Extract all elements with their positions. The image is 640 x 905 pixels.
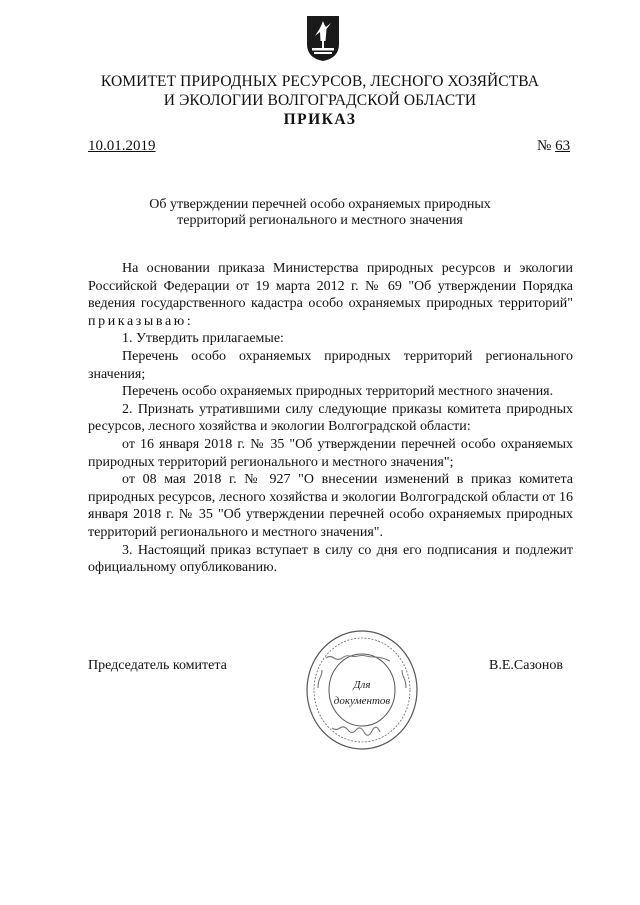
document-type: ПРИКАЗ bbox=[283, 111, 357, 128]
paragraph-item-1: 1. Утвердить прилагаемые: bbox=[122, 331, 284, 347]
paragraph-item-2b: от 08 мая 2018 г. № 927 "О внесении изменений в приказ комитета природных ресурсов, лесного хозяйства и экологии Волгоградской области от 16 января 2018 г. № 35 "Об утверждении перечней особо охраняемых природных территорий регионального и местного значения". bbox=[88, 472, 573, 540]
org-name-line-2: И ЭКОЛОГИИ ВОЛГОГРАДСКОЙ ОБЛАСТИ bbox=[163, 92, 477, 109]
stamp-text-1: Для bbox=[353, 679, 371, 691]
order-number bbox=[537, 138, 570, 155]
order-body bbox=[88, 260, 573, 577]
paragraph-item-1a: Перечень особо охраняемых природных территорий регионального значения; bbox=[88, 348, 573, 382]
org-name-line-1: КОМИТЕТ ПРИРОДНЫХ РЕСУРСОВ, ЛЕСНОГО ХОЗЯЙСТВА bbox=[100, 73, 540, 90]
order-subject-line-2: территорий регионального и местного значения bbox=[177, 213, 463, 228]
paragraph-item-2a: от 16 января 2018 г. № 35 "Об утверждении перечней особо охраняемых природных территорий регионального и местного значения"; bbox=[88, 436, 573, 470]
basis-text: На основании приказа Министерства природных ресурсов и экологии Российской Федерации от 19 марта 2012 г. № 69 "Об утверждении Порядка ведения государственного кадастра особо охраняемых природных территорий" bbox=[88, 261, 573, 312]
order-keyword: приказываю: bbox=[88, 313, 194, 329]
signatory-position: Председатель комитета bbox=[88, 658, 227, 673]
paragraph-basis bbox=[88, 260, 573, 330]
order-subject-line-1: Об утверждении перечней особо охраняемых природных bbox=[149, 197, 491, 212]
order-number-value: 63 bbox=[555, 138, 571, 154]
order-number-prefix: № bbox=[537, 138, 556, 154]
signatory-name: В.Е.Сазонов bbox=[489, 658, 563, 673]
stamp-text-2: документов bbox=[333, 695, 391, 707]
order-date: 10.01.2019 bbox=[88, 138, 156, 154]
official-stamp bbox=[304, 628, 420, 752]
paragraph-item-2: 2. Признать утратившими силу следующие приказы комитета природных ресурсов, лесного хозяйства и экологии Волгоградской области: bbox=[88, 401, 573, 435]
paragraph-item-1b: Перечень особо охраняемых природных территорий местного значения. bbox=[122, 384, 554, 400]
paragraph-item-3: 3. Настоящий приказ вступает в силу со дня его подписания и подлежит официальному опубликованию. bbox=[88, 542, 573, 576]
volgograd-emblem-icon bbox=[305, 14, 341, 62]
